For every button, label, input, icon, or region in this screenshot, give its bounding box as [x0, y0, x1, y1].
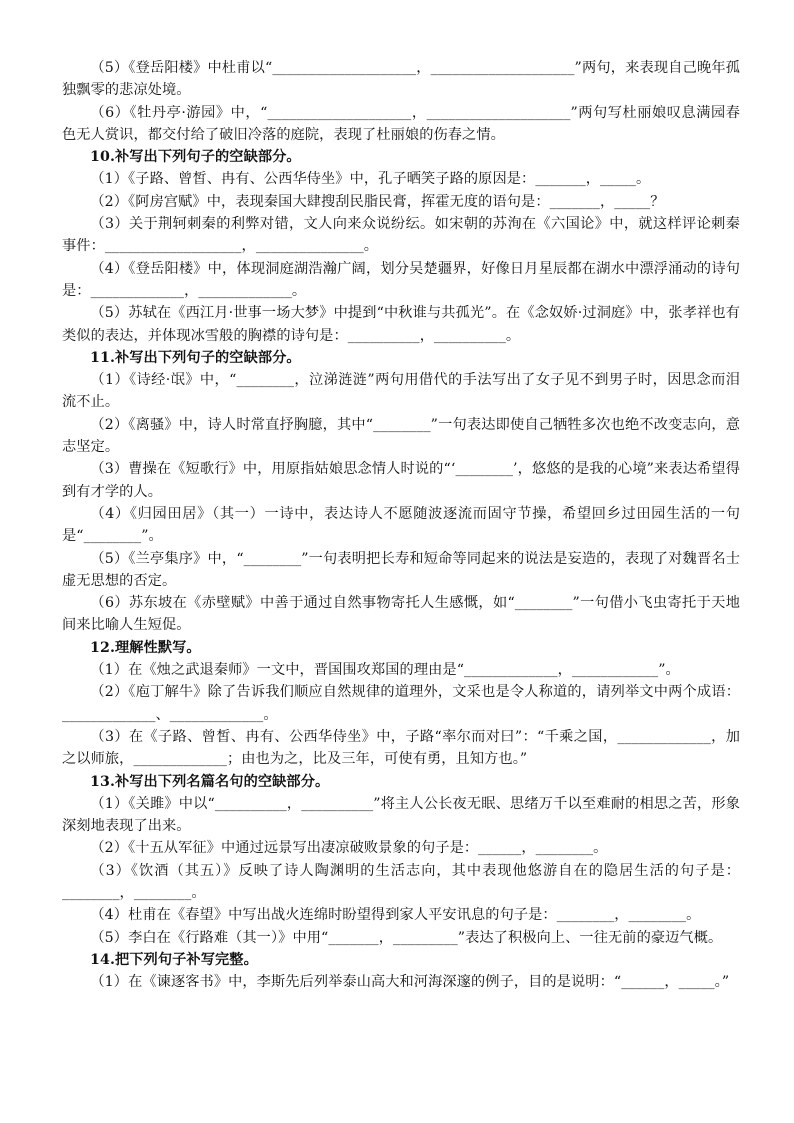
exercise-item: （6）苏东坡在《赤壁赋》中善于通过自然事物寄托人生感慨，如“________”一句借小飞虫寄托于天地间来比喻人生短促。 [62, 595, 740, 634]
exercise-item: （5）苏轼在《西江月·世事一场大梦》中提到“中秋谁与共孤光”。在《念奴娇·过洞庭》中，张孝祥也有类似的表达，并体现冰雪般的胸襟的诗句是：__________，__________。 [62, 305, 740, 344]
exercise-item: （2）《离骚》中，诗人时常直抒胸臆，其中“________”一句表达即使自己牺牲多次也绝不改变志向，意志坚定。 [62, 416, 740, 456]
exercise-item: （5）《兰亭集序》中，“________”一句表明把长寿和短命等同起来的说法是妄造的，表现了对魏晋名士虚无思想的否定。 [62, 550, 740, 589]
exercise-item: （3）曹操在《短歌行》中，用原指姑娘思念情人时说的“‘________’，悠悠的是我的心境”来表达希望得到有才学的人。 [62, 461, 740, 500]
exercise-item: （1）在《烛之武退秦师》一文中，晋国围攻郑国的理由是“_____________，____________”。 [90, 662, 680, 679]
section-heading: 13.补写出下列名篇名句的空缺部分。 [90, 773, 330, 790]
section-heading: 12.理解性默写。 [90, 639, 201, 656]
exercise-item: （1）《关雎》中以“__________，__________”将主人公长夜无眠、思绪万千以至难耐的相思之苦，形象深刻地表现了出来。 [62, 795, 740, 835]
exercise-item: （4）《登岳阳楼》中，体现洞庭湖浩瀚广阔，划分吴楚疆界，好像日月星辰都在湖水中漂浮涌动的诗句是：_____________，_____________。 [62, 260, 740, 299]
section-heading: 14.把下列句子补写完整。 [90, 951, 258, 968]
exercise-item: （6）《牡丹亭·游园》中，“____________________，____________________”两句写杜丽娘叹息满园春色无人赏识，都交付给了破旧冷落的庭院，表现了杜丽娘的伤春之情。 [62, 104, 740, 143]
exercise-item: （1）《子路、曾皙、冉有、公西华侍坐》中，孔子晒笑子路的原因是：_______，_____。 [90, 171, 651, 188]
exercise-item: （1）《诗经·氓》中，“________，泣涕涟涟”两句用借代的手法写出了女子见不到男子时，因思念而泪流不止。 [62, 372, 740, 411]
exercise-item: （3）在《子路、曾皙、冉有、公西华侍坐》中，子路“率尔而对曰”：“千乘之国，_____________，加之以师旅，_____________；由也为之，比及三年，可使有勇，且知方也。” [62, 728, 740, 768]
exercise-item: （4）杜甫在《春望》中写出战火连绵时盼望得到家人平安讯息的句子是：________，________。 [90, 907, 701, 924]
exercise-item: （2）《阿房宫赋》中，表现秦国大肆搜刮民脂民膏，挥霍无度的语句是：_______，_____？ [90, 193, 665, 210]
exercise-document [62, 57, 740, 993]
section-heading: 11.补写出下列句子的空缺部分。 [90, 349, 301, 366]
section-heading: 10.补写出下列句子的空缺部分。 [90, 149, 301, 166]
exercise-item: （5）李白在《行路难（其一）》中用“_______，_________”表达了积极向上、一往无前的豪迈气概。 [90, 929, 723, 946]
exercise-item: （1）在《谏逐客书》中，李斯先后列举泰山高大和河海深邃的例子，目的是说明：“______，_____。” [90, 974, 730, 991]
exercise-item: （2）《十五从军征》中通过远景写出凄凉破败景象的句子是：______，________。 [90, 840, 608, 857]
exercise-item: （3）关于荆轲刺秦的利弊对错，文人向来众说纷纭。如宋朝的苏洵在《六国论》中，就这样评论刺秦事件：___________________，_______________。 [62, 216, 740, 255]
exercise-item: （3）《饮酒（其五）》反映了诗人陶渊明的生活志向，其中表现他悠游自在的隐居生活的句子是：________，________。 [62, 862, 740, 901]
exercise-item: （2）《庖丁解牛》除了告诉我们顺应自然规律的道理外，文采也是令人称道的，请列举文中两个成语：_____________、_____________。 [62, 684, 740, 723]
exercise-item: （5）《登岳阳楼》中杜甫以“____________________，____________________”两句，来表现自己晚年孤独飘零的悲凉处境。 [62, 60, 740, 99]
exercise-item: （4）《归园田居》（其一）一诗中，表达诗人不愿随波逐流而固守节操，希望回乡过田园生活的一句是“________”。 [62, 505, 740, 545]
